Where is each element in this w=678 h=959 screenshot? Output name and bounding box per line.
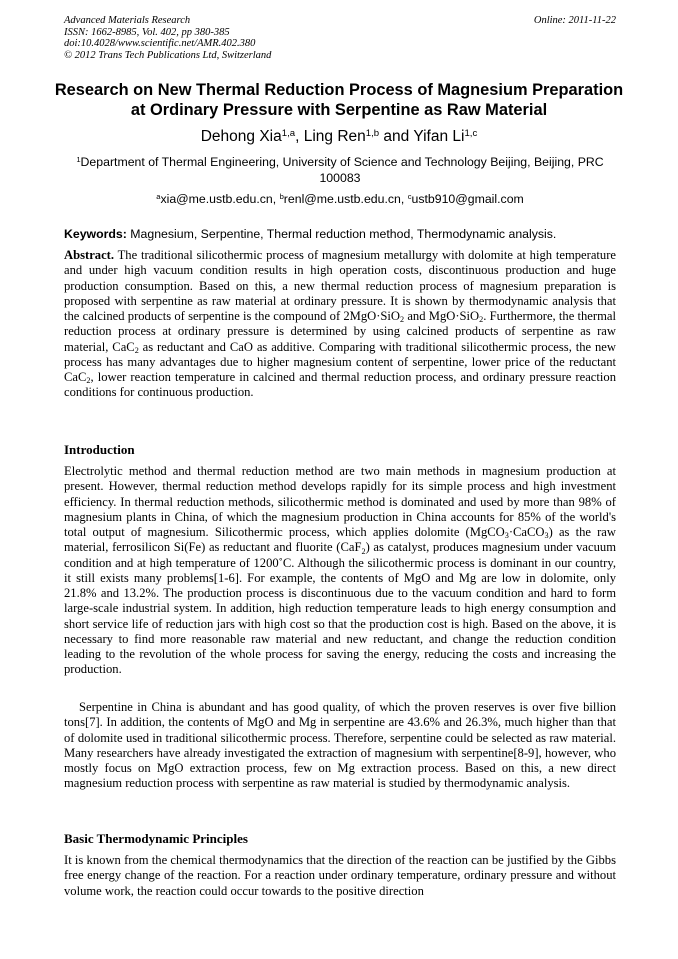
author-separator: and (379, 128, 414, 145)
online-date: Online: 2011-11-22 (533, 15, 616, 26)
section-heading-basic-principles: Basic Thermodynamic Principles (64, 831, 248, 846)
author-name: Ling Ren (303, 128, 366, 145)
paragraph-text: ) as catalyst, produces magnesium under vacuum condition and at high temperature of 1200˚C. Although the silicothermic process is dominant in our country, it still exists many problems[1-6]. For example, the contents of MgO and Mg are low in dolomite, only 21.8% and 13.2%. The production process is discontinuous due to the vacuum condition and hard to form large-scale industrial system. In addition, high reduction temperature leads to high energy consumption and short service life of reduction jars with high cost so that the production cost is high. Based on the above, it is necessary to find more reasonable raw material and new reductant, and change the reduction condition leading to the revolution of the whole process for saving the energy, reducing the costs and increasing the production. (64, 540, 616, 677)
paragraph-text: ·CaCO (508, 525, 545, 539)
email-superscript: c (407, 191, 412, 201)
author-superscript: 1,b (365, 127, 380, 139)
paragraph-text: ) as the raw material, ferrosilicon Si(Fe) as reductant and fluorite (CaF (64, 525, 616, 555)
author-list (40, 127, 638, 147)
basic-principles-paragraph-1: It is known from the chemical thermodynamics that the direction of the reaction can be justified by the Gibbs free energy change of the reaction. For a reaction under ordinary temperature, ordinary pressure and without volume work, the reaction could occur towards to the positive direction (64, 853, 616, 898)
email-superscript: b (279, 191, 284, 201)
paragraph-text: Electrolytic method and thermal reduction method are two main methods in magnesium production at present. However, thermal reduction method develops rapidly for its simple process and high investment efficiency. In thermal reduction methods, silicothermic method is dominated and used by more than 98% of magnesium plants in China, of which the magnesium production in China accounts for 85% of the world's total output of magnesium. Silicothermic process, which applies dolomite (MgCO (64, 464, 616, 539)
abstract-text: and MgO·SiO (404, 309, 480, 323)
abstract-text: . Furthermore, the thermal reduction process at ordinary pressure is determined by using calcined products of serpentine as raw material, CaC (64, 309, 616, 354)
subscript: 3 (544, 531, 549, 541)
publication-header (64, 15, 616, 61)
author-name: Dehong Xia (200, 128, 282, 145)
email-link[interactable]: ustb910@gmail.com (411, 192, 524, 206)
subscript: 2 (479, 315, 484, 325)
email-link[interactable]: renl@me.ustb.edu.cn, (283, 192, 408, 206)
affiliation (64, 155, 616, 186)
subscript: 2 (86, 376, 91, 386)
journal-name: Advanced Materials Research (64, 15, 191, 26)
abstract-text: as reductant and CaO as additive. Comparing with traditional silicothermic process, the new process has many advantages due to higher magnesium content of serpentine, lower price of the reductant CaC (64, 339, 616, 384)
author-separator: , (295, 128, 304, 145)
author-superscript: 1,a (281, 127, 296, 139)
author-name: Yifan Li (413, 128, 465, 145)
title-line-1: Research on New Thermal Reduction Process of Magnesium Preparation (54, 81, 624, 99)
section-heading-introduction: Introduction (64, 442, 135, 457)
introduction-paragraph-2: Serpentine in China is abundant and has good quality, of which the proven reserves is over five billion tons[7]. In addition, the contents of MgO and Mg in serpentine are 43.6% and 26.3%, much higher than that of dolomite used in traditional silicothermic process. Therefore, serpentine could be selected as raw material. Many researchers have already investigated the extraction of magnesium with serpentine[8-9], however, who mostly focus on MgO extraction process, few on Mg extraction process. Based on this, a new direct magnesium reduction process with serpentine as raw material is studied by thermodynamic analysis. (64, 700, 616, 791)
paper-title (40, 80, 638, 120)
author-superscript: 1,c (464, 127, 478, 139)
issn-line: ISSN: 1662-8985, Vol. 402, pp 380-385 (64, 26, 230, 38)
keywords (64, 227, 616, 242)
abstract-text: , lower reaction temperature in calcined and thermal reduction process, and ordinary pressure reaction conditions for continuous production. (64, 370, 616, 400)
title-line-2: at Ordinary Pressure with Serpentine as Raw Material (130, 101, 548, 119)
subscript: 2 (134, 345, 139, 355)
copyright-line: © 2012 Trans Tech Publications Ltd, Switzerland (64, 49, 272, 61)
email-link[interactable]: xia@me.ustb.edu.cn, (160, 192, 280, 206)
abstract-label: Abstract. (64, 248, 115, 262)
abstract (64, 248, 616, 401)
affiliation-superscript: 1 (76, 154, 81, 164)
email-superscript: a (156, 191, 161, 201)
introduction-paragraph-1 (64, 464, 616, 678)
affiliation-text: Department of Thermal Engineering, University of Science and Technology Beijing, Beijing, PRC 100083 (80, 155, 604, 185)
subscript: 3 (504, 531, 509, 541)
keywords-text: Magnesium, Serpentine, Thermal reduction method, Thermodynamic analysis. (126, 227, 557, 241)
doi-line: doi:10.4028/www.scientific.net/AMR.402.380 (64, 38, 256, 49)
subscript: 2 (361, 546, 366, 556)
keywords-label: Keywords: (64, 227, 127, 241)
abstract-text: The traditional silicothermic process of magnesium metallurgy with dolomite at high temperature and under high vacuum condition results in high operation costs, discontinuous production and huge production consumption. Based on this, a new thermal reduction process of magnesium preparation is proposed with serpentine as raw material at ordinary pressure. It is shown by thermodynamic analysis that the calcined products of serpentine is the compound of 2MgO·SiO (64, 248, 616, 323)
author-emails (64, 192, 616, 207)
subscript: 2 (400, 315, 405, 325)
